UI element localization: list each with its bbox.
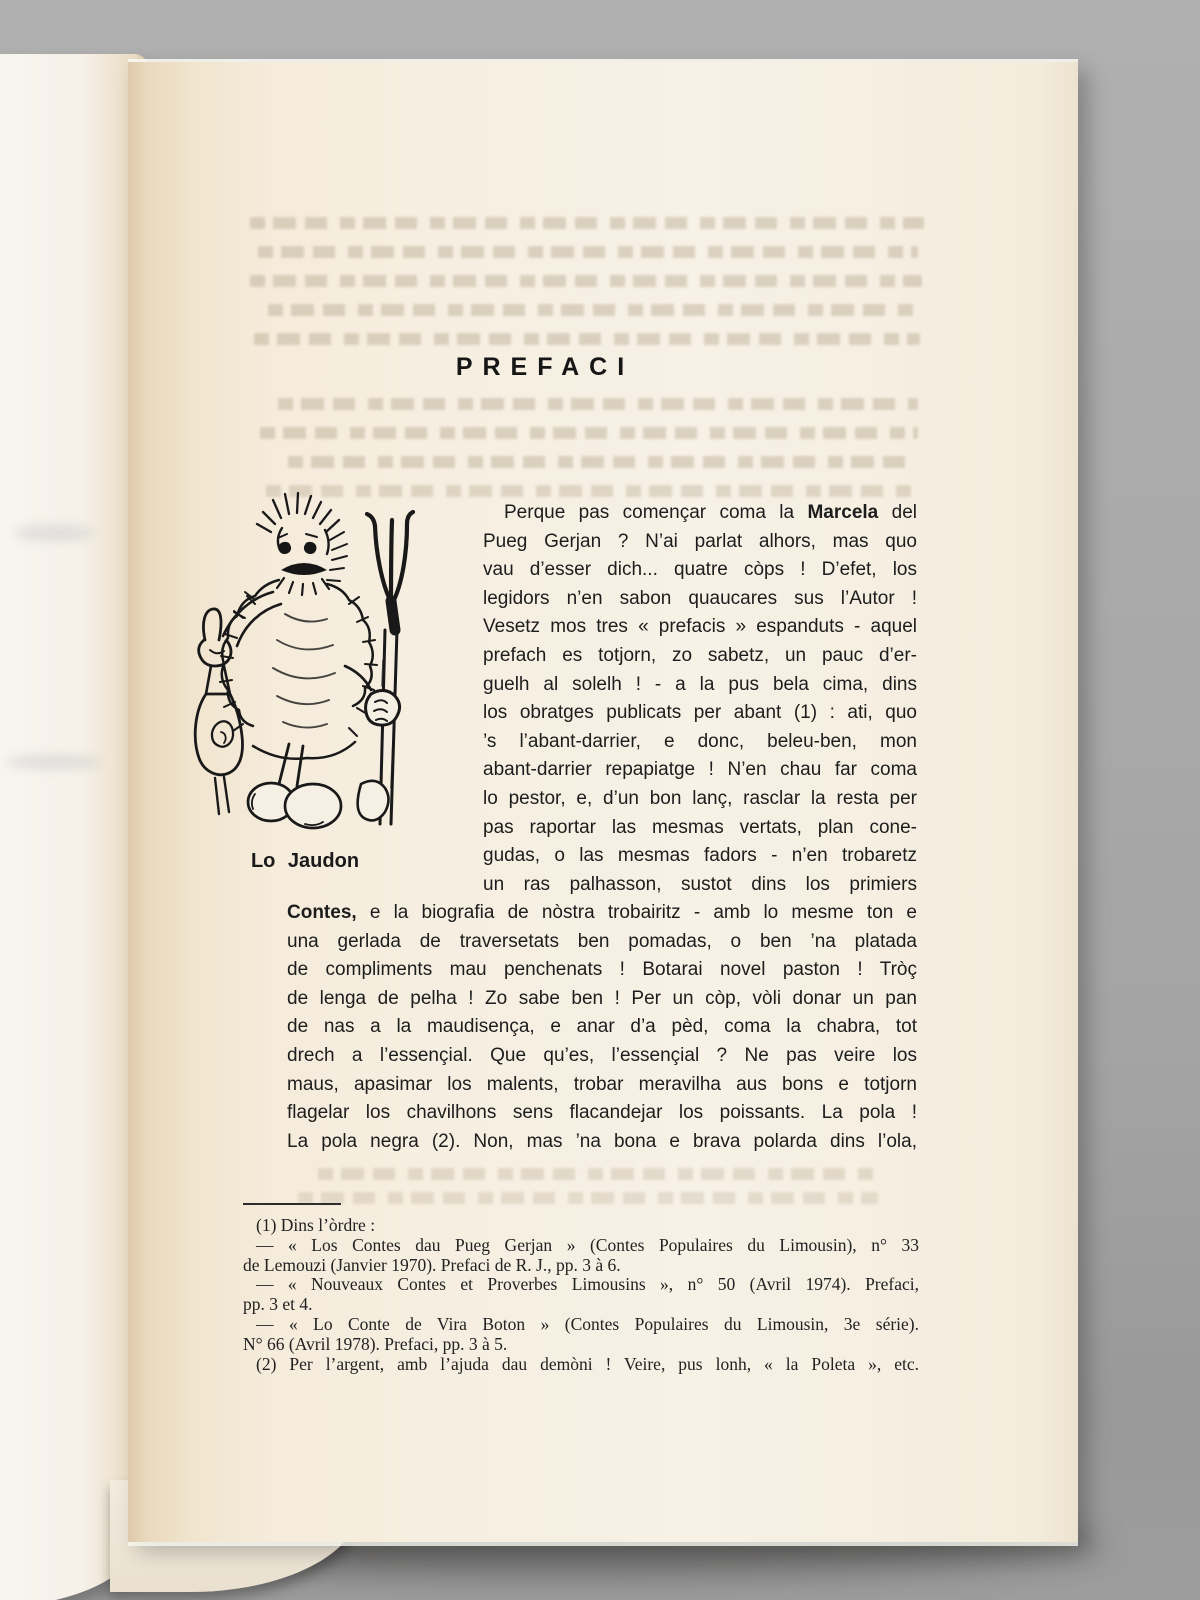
right-page: [128, 62, 1078, 1542]
text-line: Perque pas començar coma la Marcela del: [504, 502, 917, 523]
text-line: — « Nouveaux Contes et Proverbes Limousins », n° 50 (Avril 1974). Prefaci,: [256, 1275, 919, 1295]
show-through-line: [258, 246, 918, 258]
text-line: Contes, e la biografia de nòstra trobairitz - amb lo mesme ton e: [287, 902, 917, 923]
text-line: pas raportar las mesmas vertats, plan cone-: [483, 816, 917, 838]
show-through-line: [268, 304, 918, 316]
text-line: prefach es totjorn, zo sabetz, un pauc d’er-: [483, 644, 917, 666]
show-through-line: [288, 456, 916, 468]
text-line: de nas a la maudisença, e anar d’a pèd, coma la chabra, tot: [287, 1016, 917, 1038]
show-through-smudge: [6, 754, 101, 770]
illustration-caption: Lo Jaudon: [250, 850, 360, 872]
text-line: La pola negra (2). Non, mas ’na bona e brava polarda dins l’ola,: [287, 1130, 917, 1152]
text-line: lo pestor, e, d’un bon lanç, rasclar la resta per: [483, 787, 917, 809]
show-through-line: [250, 217, 924, 229]
text-line: gudas, o las mesmas fadors - n’en trobaretz: [483, 845, 917, 867]
pitchfork-icon: [367, 512, 413, 824]
text-line: — « Los Contes dau Pueg Gerjan » (Contes Populaires du Limousin), n° 33: [256, 1235, 919, 1255]
text-line: de compliments mau penchenats ! Botarai novel paston ! Tròç: [287, 959, 917, 981]
body-text-full: [287, 899, 917, 1156]
text-line: ’s l’abant-darrier, e donc, beleu-ben, mon: [483, 730, 917, 752]
text-line: legidors n’en sabon quaucares sus l’Autor !: [483, 587, 917, 609]
show-through-line: [254, 333, 920, 345]
lo-jaudon-illustration: [185, 488, 420, 836]
bottle-fiddle: [195, 592, 281, 814]
show-through-smudge: [14, 524, 94, 542]
text-line: los obratges publicats per abant (1) : ati, quo: [483, 702, 917, 724]
text-line: abant-darrier repapiatge ! N’en chau far coma: [483, 759, 917, 781]
left-page: [0, 54, 148, 1600]
show-through-line: [260, 427, 918, 439]
text-line: flagelar los chavilhons sens flacandejar los poissants. La pola !: [287, 1102, 917, 1124]
figure-feet: [248, 744, 389, 828]
text-line: pp. 3 et 4.: [243, 1295, 313, 1315]
footnotes: [243, 1216, 919, 1374]
figure-head: [257, 493, 347, 595]
text-line: Vesetz mos tres « prefacis » espanduts - aquel: [483, 616, 917, 638]
footnote-rule: [243, 1203, 341, 1205]
text-line: (2) Per l’argent, amb l’ajuda dau demòni ! Veire, pus lonh, « la Poleta », etc.: [256, 1354, 919, 1374]
show-through-line: [278, 398, 918, 410]
text-line: N° 66 (Avril 1978). Prefaci, pp. 3 à 5.: [243, 1334, 508, 1354]
text-line: (1) Dins l’òrdre :: [256, 1216, 376, 1235]
text-line: guelh al solelh ! - a la pus bela cima, dins: [483, 673, 917, 695]
text-line: un ras palhasson, sustot dins los primiers: [483, 873, 917, 895]
text-line: — « Lo Conte de Vira Boton » (Contes Populaires du Limousin, 3e série).: [256, 1314, 919, 1334]
text-line: drech a l’essençial. Que qu’es, l’essençial ? Ne pas veire los: [287, 1044, 917, 1066]
text-line: de lenga de pelha ! Zo sabe ben ! Per un còp, vòli donar un pan: [287, 987, 917, 1009]
text-line: de Lemouzi (Janvier 1970). Prefaci de R. J., pp. 3 à 6.: [243, 1255, 621, 1275]
text-line: Pueg Gerjan ? N’ai parlat alhors, mas quo: [483, 530, 917, 552]
show-through-line: [298, 1192, 878, 1204]
show-through-line: [250, 275, 922, 287]
text-line: una gerlada de traversetats ben pomadas, o ben ’na platada: [287, 930, 917, 952]
show-through-line: [318, 1168, 878, 1180]
body-text-indented: [483, 499, 917, 899]
text-line: vau d’esser dich... quatre còps ! D’efet, los: [483, 559, 917, 581]
text-line: maus, apasimar los malents, trobar meravilha aus bons e totjorn: [287, 1073, 917, 1095]
page-title: PREFACI: [455, 353, 635, 381]
